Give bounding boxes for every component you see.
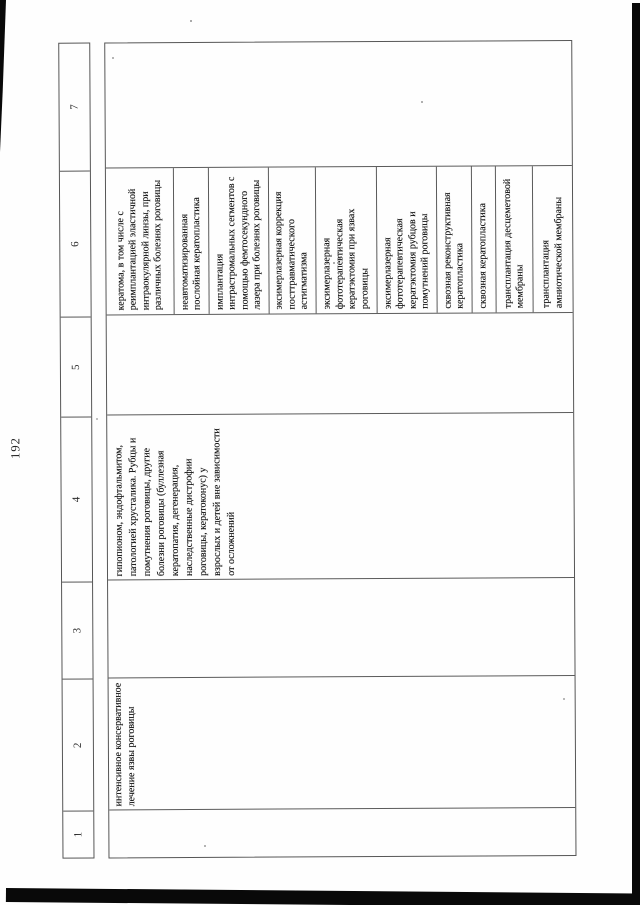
procedure-text: имплантация интрастромальных сегментов с помощью фемтосекундного лазера при болезнях роговицы (213, 176, 263, 310)
procedure-item (316, 167, 378, 313)
procedure-text: эксимерлазерная фототерапевтическая кератэктомия рубцов и помутнений роговицы (381, 211, 431, 310)
column-divider (109, 807, 575, 810)
column-number-3: 3 (62, 581, 93, 679)
column-number-6: 6 (60, 170, 91, 317)
procedure-item (269, 167, 317, 313)
procedure-item (533, 166, 573, 312)
table-header-row (58, 43, 94, 859)
cell-procedures-list (106, 166, 573, 314)
procedure-item (209, 168, 270, 314)
column-number-5: 5 (61, 317, 92, 417)
procedure-text: трансплантация десцеметовой мембраны (501, 178, 526, 309)
column-number-1: 1 (63, 811, 93, 858)
column-number-7: 7 (68, 104, 81, 110)
page-number: 192 (8, 437, 23, 459)
column-number-4: 4 (61, 417, 92, 582)
procedure-text: сквозная кератопластика (477, 203, 489, 309)
cell-treatment-method: интенсивное консервативное лечение язвы роговицы (112, 682, 137, 807)
procedure-item (496, 166, 534, 312)
procedure-item (377, 167, 438, 313)
procedure-item (472, 166, 497, 312)
scan-edge-artifact-right (632, 3, 640, 905)
procedure-text: неавтоматизированная послойная кератопластика (178, 197, 203, 311)
procedure-text: сквозная реконструктивная кератопластика (441, 192, 466, 309)
column-divider (108, 577, 574, 580)
procedure-item (174, 168, 210, 314)
procedure-item (437, 167, 473, 313)
procedure-text: эксимерлазерная фототерапевтическая кератэктомия при язвах роговицы (321, 208, 371, 310)
procedure-text: трансплантация амниотической мембраны (540, 196, 565, 309)
cell-diagnosis-description: гипопионом, эндофтальмитом, патологией хрусталика. Рубцы и помутнения роговицы, другие болезни роговицы (буллезная кератопатия, дегенерация, наследственные дистрофии роговицы, кератоконус) у взрослых и детей вне зависимости от осложнений (113, 428, 238, 577)
procedure-item (106, 168, 175, 314)
procedure-text: эксимерлазерная коррекция посттравматического астигматизма (273, 191, 310, 310)
column-number-2: 2 (63, 679, 94, 811)
procedure-text: кератома, в том числе с реимплантацией эластичной интраокулярной линзы, при различных болезнях роговицы (114, 179, 164, 311)
table-data-row (104, 40, 576, 858)
column-divider (109, 675, 575, 678)
